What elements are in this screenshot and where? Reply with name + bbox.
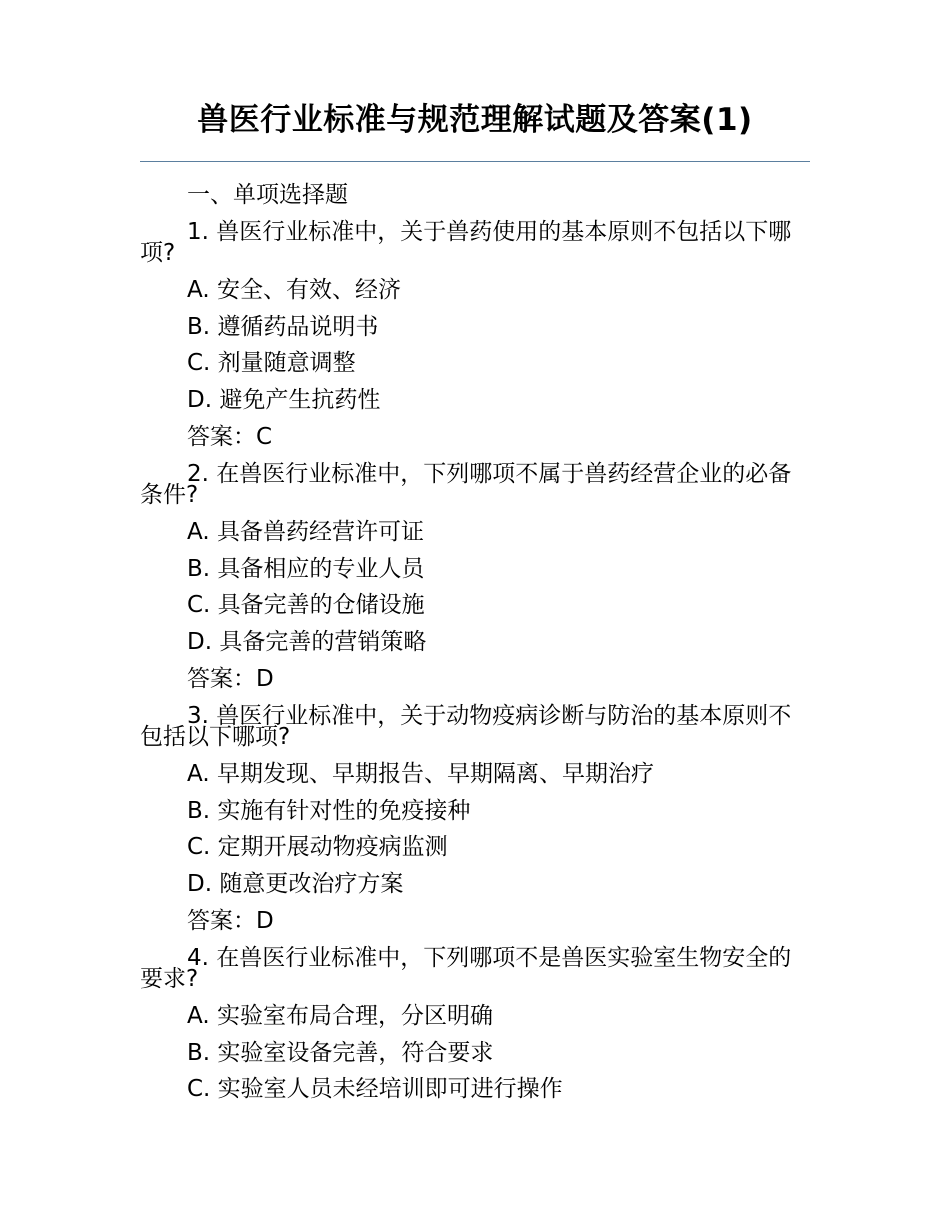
option-c: C. 实验室人员未经培训即可进行操作 xyxy=(187,1076,563,1103)
option-c: C. 剂量随意调整 xyxy=(187,350,356,377)
question-stem: 4. 在兽医行业标准中，下列哪项不是兽医实验室生物安全的要求? xyxy=(140,944,792,992)
answer: 答案：D xyxy=(187,665,274,692)
section-heading: 一、单项选择题 xyxy=(187,182,348,208)
option-c: C. 具备完善的仓储设施 xyxy=(187,592,425,619)
option-b: B. 实施有针对性的免疫接种 xyxy=(187,797,471,824)
title-underline xyxy=(140,161,810,162)
option-b: B. 实验室设备完善，符合要求 xyxy=(187,1039,494,1066)
question-stem: 2. 在兽医行业标准中，下列哪项不属于兽药经营企业的必备条件? xyxy=(140,460,792,508)
answer: 答案：C xyxy=(187,423,273,450)
answer: 答案：D xyxy=(187,907,274,934)
question-block-4 xyxy=(140,944,812,1108)
option-c: C. 定期开展动物疫病监测 xyxy=(187,834,448,861)
question-stem: 3. 兽医行业标准中，关于动物疫病诊断与防治的基本原则不包括以下哪项? xyxy=(140,702,792,750)
option-a: A. 安全、有效、经济 xyxy=(187,276,401,303)
question-block-3 xyxy=(140,702,812,940)
option-a: A. 实验室布局合理，分区明确 xyxy=(187,1002,493,1029)
option-a: A. 具备兽药经营许可证 xyxy=(187,518,424,545)
question-stem: 1. 兽医行业标准中，关于兽药使用的基本原则不包括以下哪项? xyxy=(140,218,792,266)
option-b: B. 具备相应的专业人员 xyxy=(187,555,425,582)
document-title: 兽医行业标准与规范理解试题及答案(1) xyxy=(197,102,753,138)
document-body xyxy=(140,177,812,1108)
option-b: B. 遵循药品说明书 xyxy=(187,313,379,340)
option-a: A. 早期发现、早期报告、早期隔离、早期治疗 xyxy=(187,760,654,787)
option-d: D. 随意更改治疗方案 xyxy=(187,871,404,898)
option-d: D. 避免产生抗药性 xyxy=(187,387,381,414)
question-block-2 xyxy=(140,460,812,698)
option-d: D. 具备完善的营销策略 xyxy=(187,629,427,656)
question-block-1 xyxy=(140,218,812,456)
